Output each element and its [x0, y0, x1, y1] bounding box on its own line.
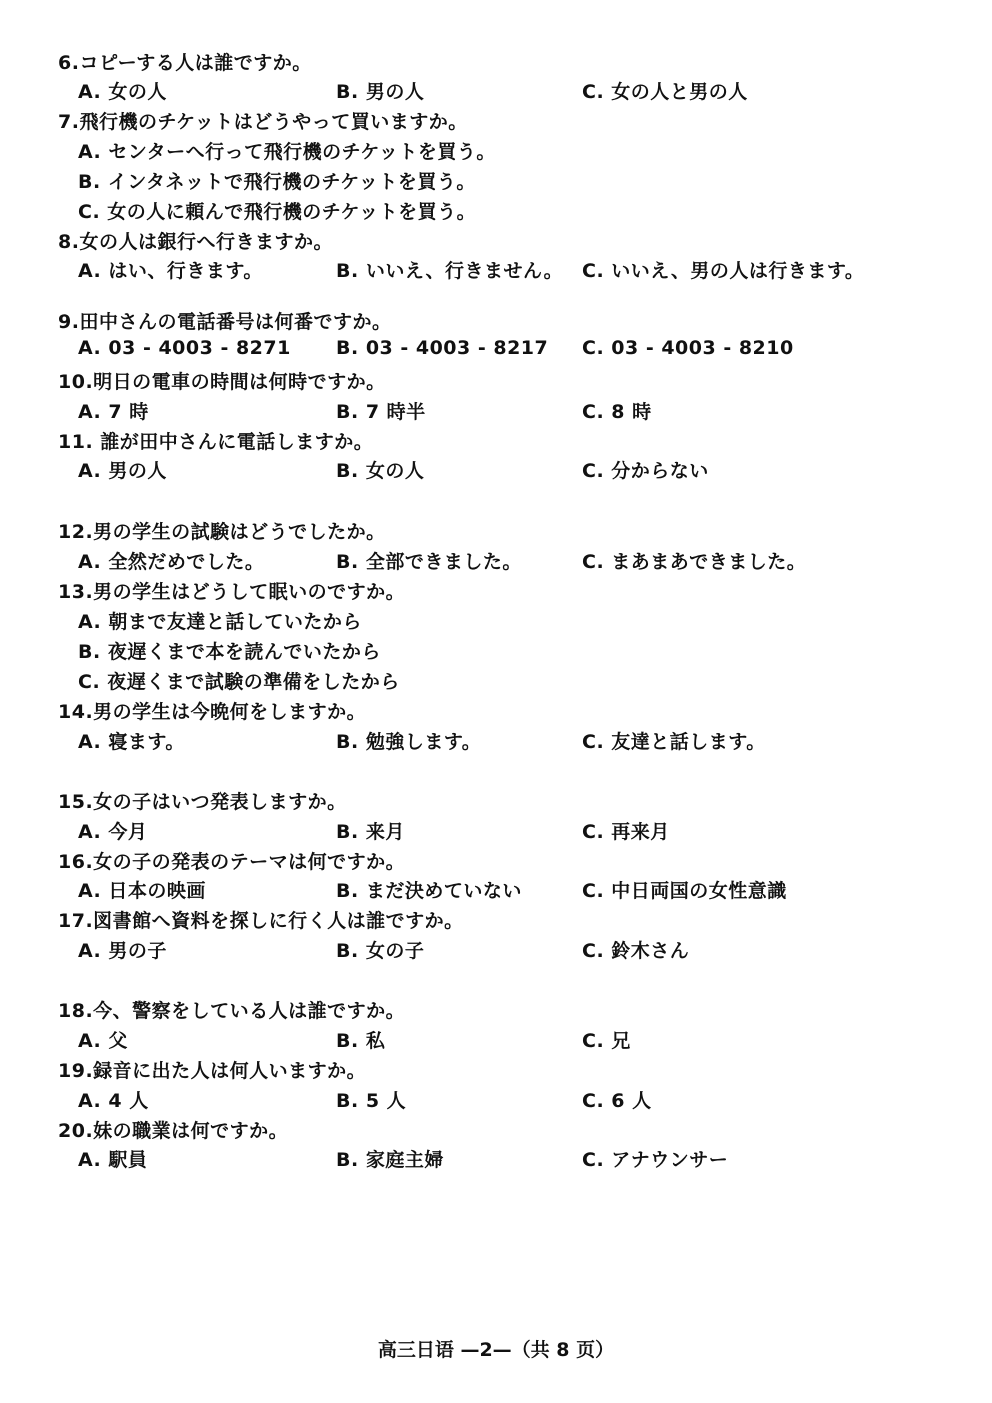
- q6-option-b: B. 男の人: [336, 81, 425, 103]
- q20-option-c: C. アナウンサー: [582, 1149, 729, 1171]
- question-15: 15.女の子はいつ発表しますか。: [58, 791, 347, 813]
- question-16: 16.女の子の発表のテーマは何ですか。: [58, 851, 406, 873]
- question-14: 14.男の学生は今晩何をしますか。: [58, 701, 367, 723]
- q15-option-a: A. 今月: [78, 821, 148, 843]
- q17-option-a: A. 男の子: [78, 940, 167, 962]
- q19-option-a: A. 4 人: [78, 1090, 149, 1112]
- q8-option-c: C. いいえ、男の人は行きます。: [582, 260, 865, 282]
- q18-option-b: B. 私: [336, 1030, 386, 1052]
- q8-option-b: B. いいえ、行きません。: [336, 260, 564, 282]
- q15-option-c: C. 再来月: [582, 821, 670, 843]
- question-10: 10.明日の電車の時間は何時ですか。: [58, 371, 386, 393]
- q18-option-a: A. 父: [78, 1030, 128, 1052]
- q13-option-b: B. 夜遅くまで本を読んでいたから: [78, 641, 381, 663]
- q11-option-c: C. 分からない: [582, 460, 709, 482]
- q16-option-a: A. 日本の映画: [78, 880, 206, 902]
- q16-option-b: B. まだ決めていない: [336, 880, 522, 902]
- question-17: 17.図書館へ資料を探しに行く人は誰ですか。: [58, 910, 464, 932]
- q20-option-b: B. 家庭主婦: [336, 1149, 444, 1171]
- q7-option-a: A. センターへ行って飛行機のチケットを買う。: [78, 141, 496, 163]
- q9-option-c: C. 03 - 4003 - 8210: [582, 337, 794, 359]
- question-6: 6.コピーする人は誰ですか。: [58, 52, 312, 74]
- q16-option-c: C. 中日両国の女性意識: [582, 880, 787, 902]
- q19-option-c: C. 6 人: [582, 1090, 652, 1112]
- q10-option-a: A. 7 時: [78, 401, 149, 423]
- q11-option-b: B. 女の人: [336, 460, 425, 482]
- q19-option-b: B. 5 人: [336, 1090, 407, 1112]
- question-19: 19.録音に出た人は何人いますか。: [58, 1060, 367, 1082]
- question-12: 12.男の学生の試験はどうでしたか。: [58, 521, 386, 543]
- q14-option-b: B. 勉強します。: [336, 731, 482, 753]
- q12-option-a: A. 全然だめでした。: [78, 551, 265, 573]
- q20-option-a: A. 駅員: [78, 1149, 148, 1171]
- q17-option-b: B. 女の子: [336, 940, 425, 962]
- q12-option-c: C. まあまあできました。: [582, 551, 807, 573]
- q10-option-b: B. 7 時半: [336, 401, 426, 423]
- q9-option-a: A. 03 - 4003 - 8271: [78, 337, 291, 359]
- q10-option-c: C. 8 時: [582, 401, 652, 423]
- page-footer: 高三日语 —2—（共 8 页）: [377, 1339, 615, 1361]
- q6-option-a: A. 女の人: [78, 81, 167, 103]
- question-13: 13.男の学生はどうして眠いのですか。: [58, 581, 406, 603]
- q7-option-c: C. 女の人に頼んで飛行機のチケットを買う。: [78, 201, 477, 223]
- q14-option-a: A. 寝ます。: [78, 731, 185, 753]
- question-11: 11. 誰が田中さんに電話しますか。: [58, 431, 374, 453]
- q8-option-a: A. はい、行きます。: [78, 260, 263, 282]
- q17-option-c: C. 鈴木さん: [582, 940, 690, 962]
- q14-option-c: C. 友達と話します。: [582, 731, 766, 753]
- question-20: 20.妹の職業は何ですか。: [58, 1120, 289, 1142]
- q9-option-b: B. 03 - 4003 - 8217: [336, 337, 549, 359]
- q12-option-b: B. 全部できました。: [336, 551, 522, 573]
- question-9: 9.田中さんの電話番号は何番ですか。: [58, 311, 392, 333]
- question-8: 8.女の人は銀行へ行きますか。: [58, 231, 333, 253]
- q6-option-c: C. 女の人と男の人: [582, 81, 748, 103]
- q18-option-c: C. 兄: [582, 1030, 631, 1052]
- question-18: 18.今、警察をしている人は誰ですか。: [58, 1000, 406, 1022]
- q15-option-b: B. 来月: [336, 821, 405, 843]
- q13-option-c: C. 夜遅くまで試験の準備をしたから: [78, 671, 400, 693]
- q11-option-a: A. 男の人: [78, 460, 167, 482]
- question-7: 7.飛行機のチケットはどうやって買いますか。: [58, 111, 468, 133]
- q13-option-a: A. 朝まで友達と話していたから: [78, 611, 362, 633]
- q7-option-b: B. インタネットで飛行機のチケットを買う。: [78, 171, 476, 193]
